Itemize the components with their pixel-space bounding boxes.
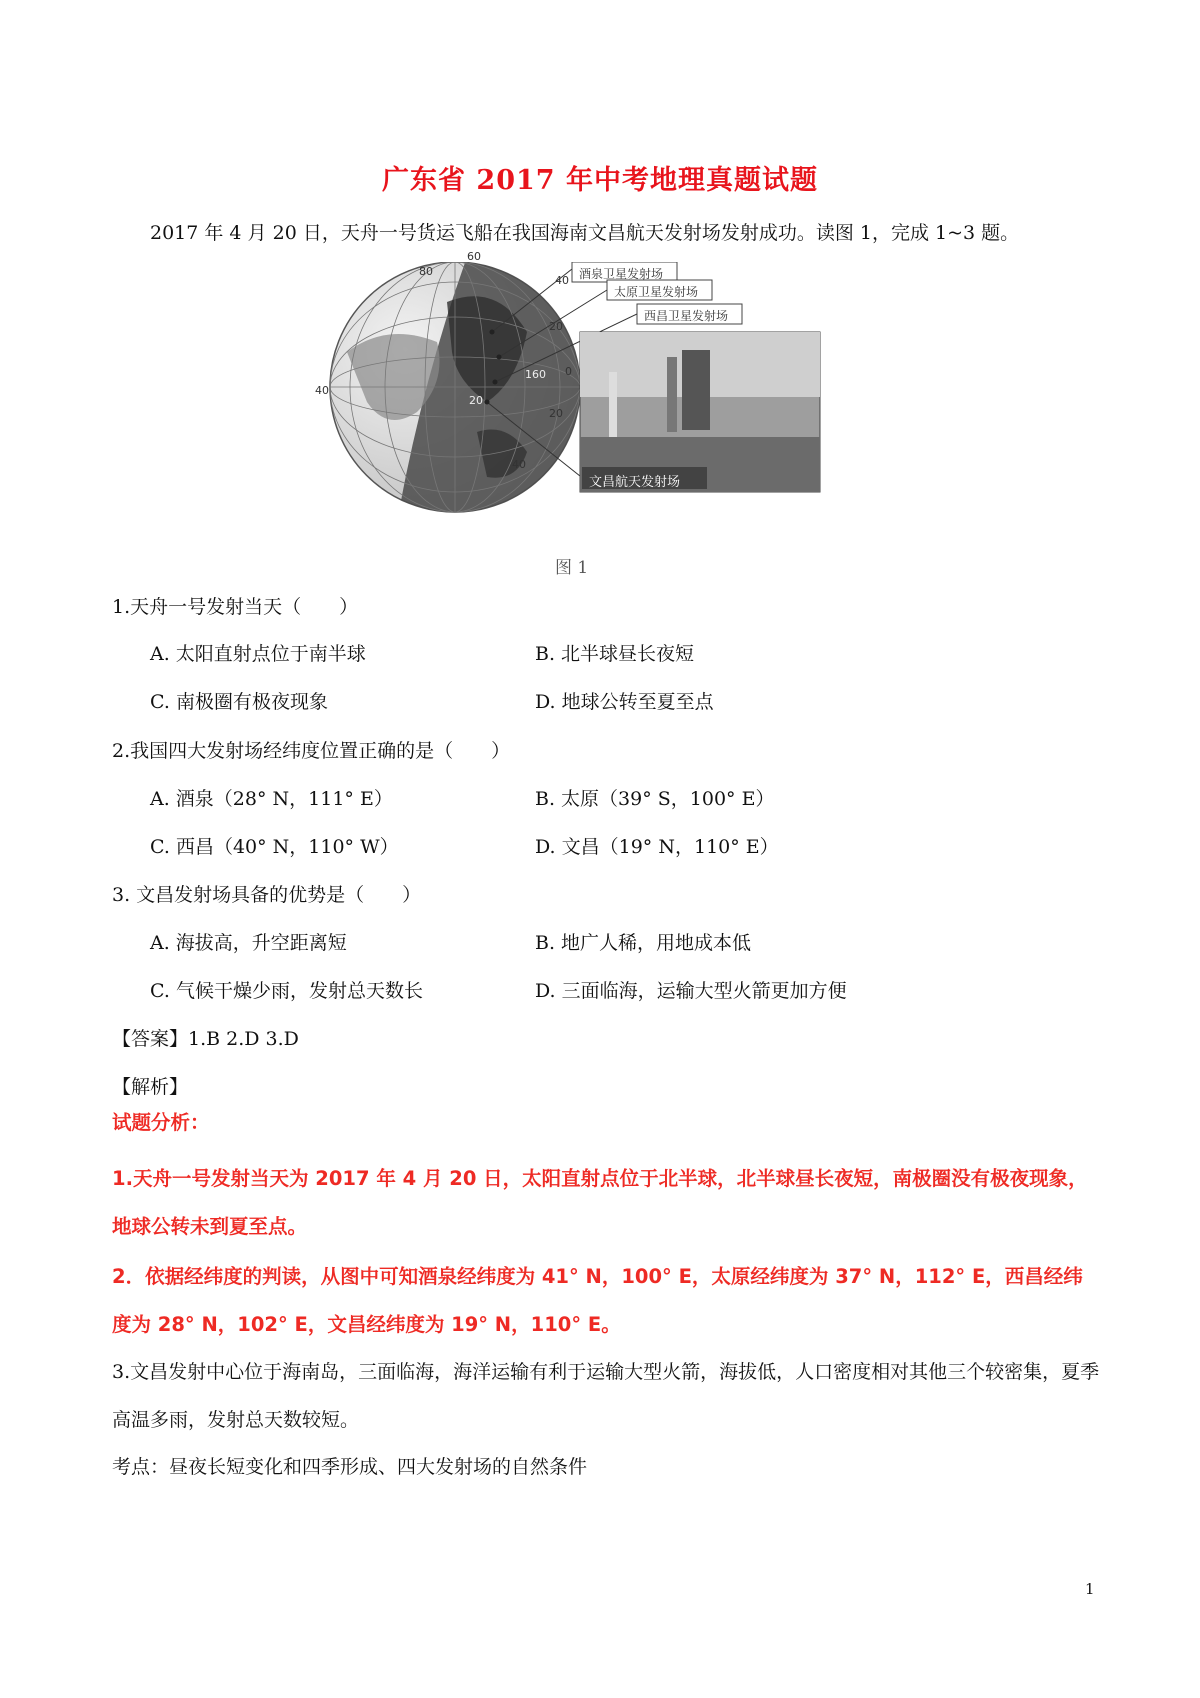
- q3-option-a: A. 海拔高，升空距离短: [150, 932, 347, 954]
- q1-option-b: B. 北半球昼长夜短: [535, 643, 695, 665]
- label-xichang: 西昌卫星发射场: [644, 309, 729, 323]
- lon-label-80: 80: [419, 265, 433, 278]
- question-2-stem: 2.我国四大发射场经纬度位置正确的是（ ）: [112, 740, 511, 762]
- lat-label-40s: 40: [512, 458, 526, 471]
- intro-paragraph: 2017 年 4 月 20 日，天舟一号货运飞船在我国海南文昌航天发射场发射成功。读图 1，完成 1~3 题。: [150, 222, 1020, 244]
- figure-caption: 图 1: [555, 558, 589, 578]
- q3-option-b: B. 地广人稀，用地成本低: [535, 932, 752, 954]
- analysis-heading: 【解析】: [112, 1076, 189, 1098]
- q2-option-d: D. 文昌（19° N，110° E）: [535, 836, 779, 858]
- question-3-stem: 3. 文昌发射场具备的优势是（ ）: [112, 884, 422, 906]
- q2-option-c: C. 西昌（40° N，110° W）: [150, 836, 399, 858]
- figure-globe-launch-sites: [315, 250, 907, 562]
- lat-label-0: 0: [565, 365, 572, 378]
- analysis-point-1: 1.天舟一号发射当天为 2017 年 4 月 20 日，太阳直射点位于北半球，北半球昼长夜短，南极圈没有极夜现象，地球公转未到夏至点。: [112, 1167, 1088, 1238]
- globe-illustration: [327, 262, 907, 562]
- q3-option-c: C. 气候干燥少雨，发射总天数长: [150, 980, 423, 1002]
- analysis-point-3: 3.文昌发射中心位于海南岛，三面临海，海洋运输有利于运输大型火箭，海拔低，人口密度相对其他三个较密集，夏季高温多雨，发射总天数较短。: [112, 1361, 1100, 1431]
- answer-line: 【答案】1.B 2.D 3.D: [112, 1028, 299, 1050]
- page-number: 1: [1085, 1580, 1095, 1598]
- analysis-subheading: 试题分析：: [112, 1111, 210, 1134]
- label-taiyuan: 太原卫星发射场: [614, 285, 699, 299]
- kaodian-line: 考点：昼夜长短变化和四季形成、四大发射场的自然条件: [112, 1456, 588, 1478]
- document-title: 广东省 2017 年中考地理真题试题: [382, 165, 818, 196]
- q1-option-d: D. 地球公转至夏至点: [535, 691, 714, 713]
- q1-option-c: C. 南极圈有极夜现象: [150, 691, 328, 713]
- lat-label-20s: 20: [549, 407, 563, 420]
- q1-option-a: A. 太阳直射点位于南半球: [150, 643, 366, 665]
- q3-option-d: D. 三面临海，运输大型火箭更加方便: [535, 980, 847, 1002]
- lat-label-60: 60: [467, 250, 481, 263]
- q2-option-b: B. 太原（39° S，100° E）: [535, 788, 775, 810]
- analysis-point-2: 2．依据经纬度的判读，从图中可知酒泉经纬度为 41° N，100° E，太原经纬度为 37° N，112° E，西昌经纬度为 28° N，102° E，文昌经纬度为 19° N，110° E。: [112, 1265, 1083, 1336]
- label-jiuquan: 酒泉卫星发射场: [579, 267, 664, 281]
- lat-label-20: 20: [549, 320, 563, 333]
- question-1-stem: 1.天舟一号发射当天（ ）: [112, 596, 359, 618]
- q2-option-a: A. 酒泉（28° N，111° E）: [150, 788, 393, 810]
- lon-label-20: 20: [469, 394, 483, 407]
- label-wenchang: 文昌航天发射场: [589, 475, 681, 490]
- lon-label-40: 40: [315, 384, 329, 397]
- lat-label-40: 40: [555, 274, 569, 287]
- lon-label-160: 160: [525, 368, 546, 381]
